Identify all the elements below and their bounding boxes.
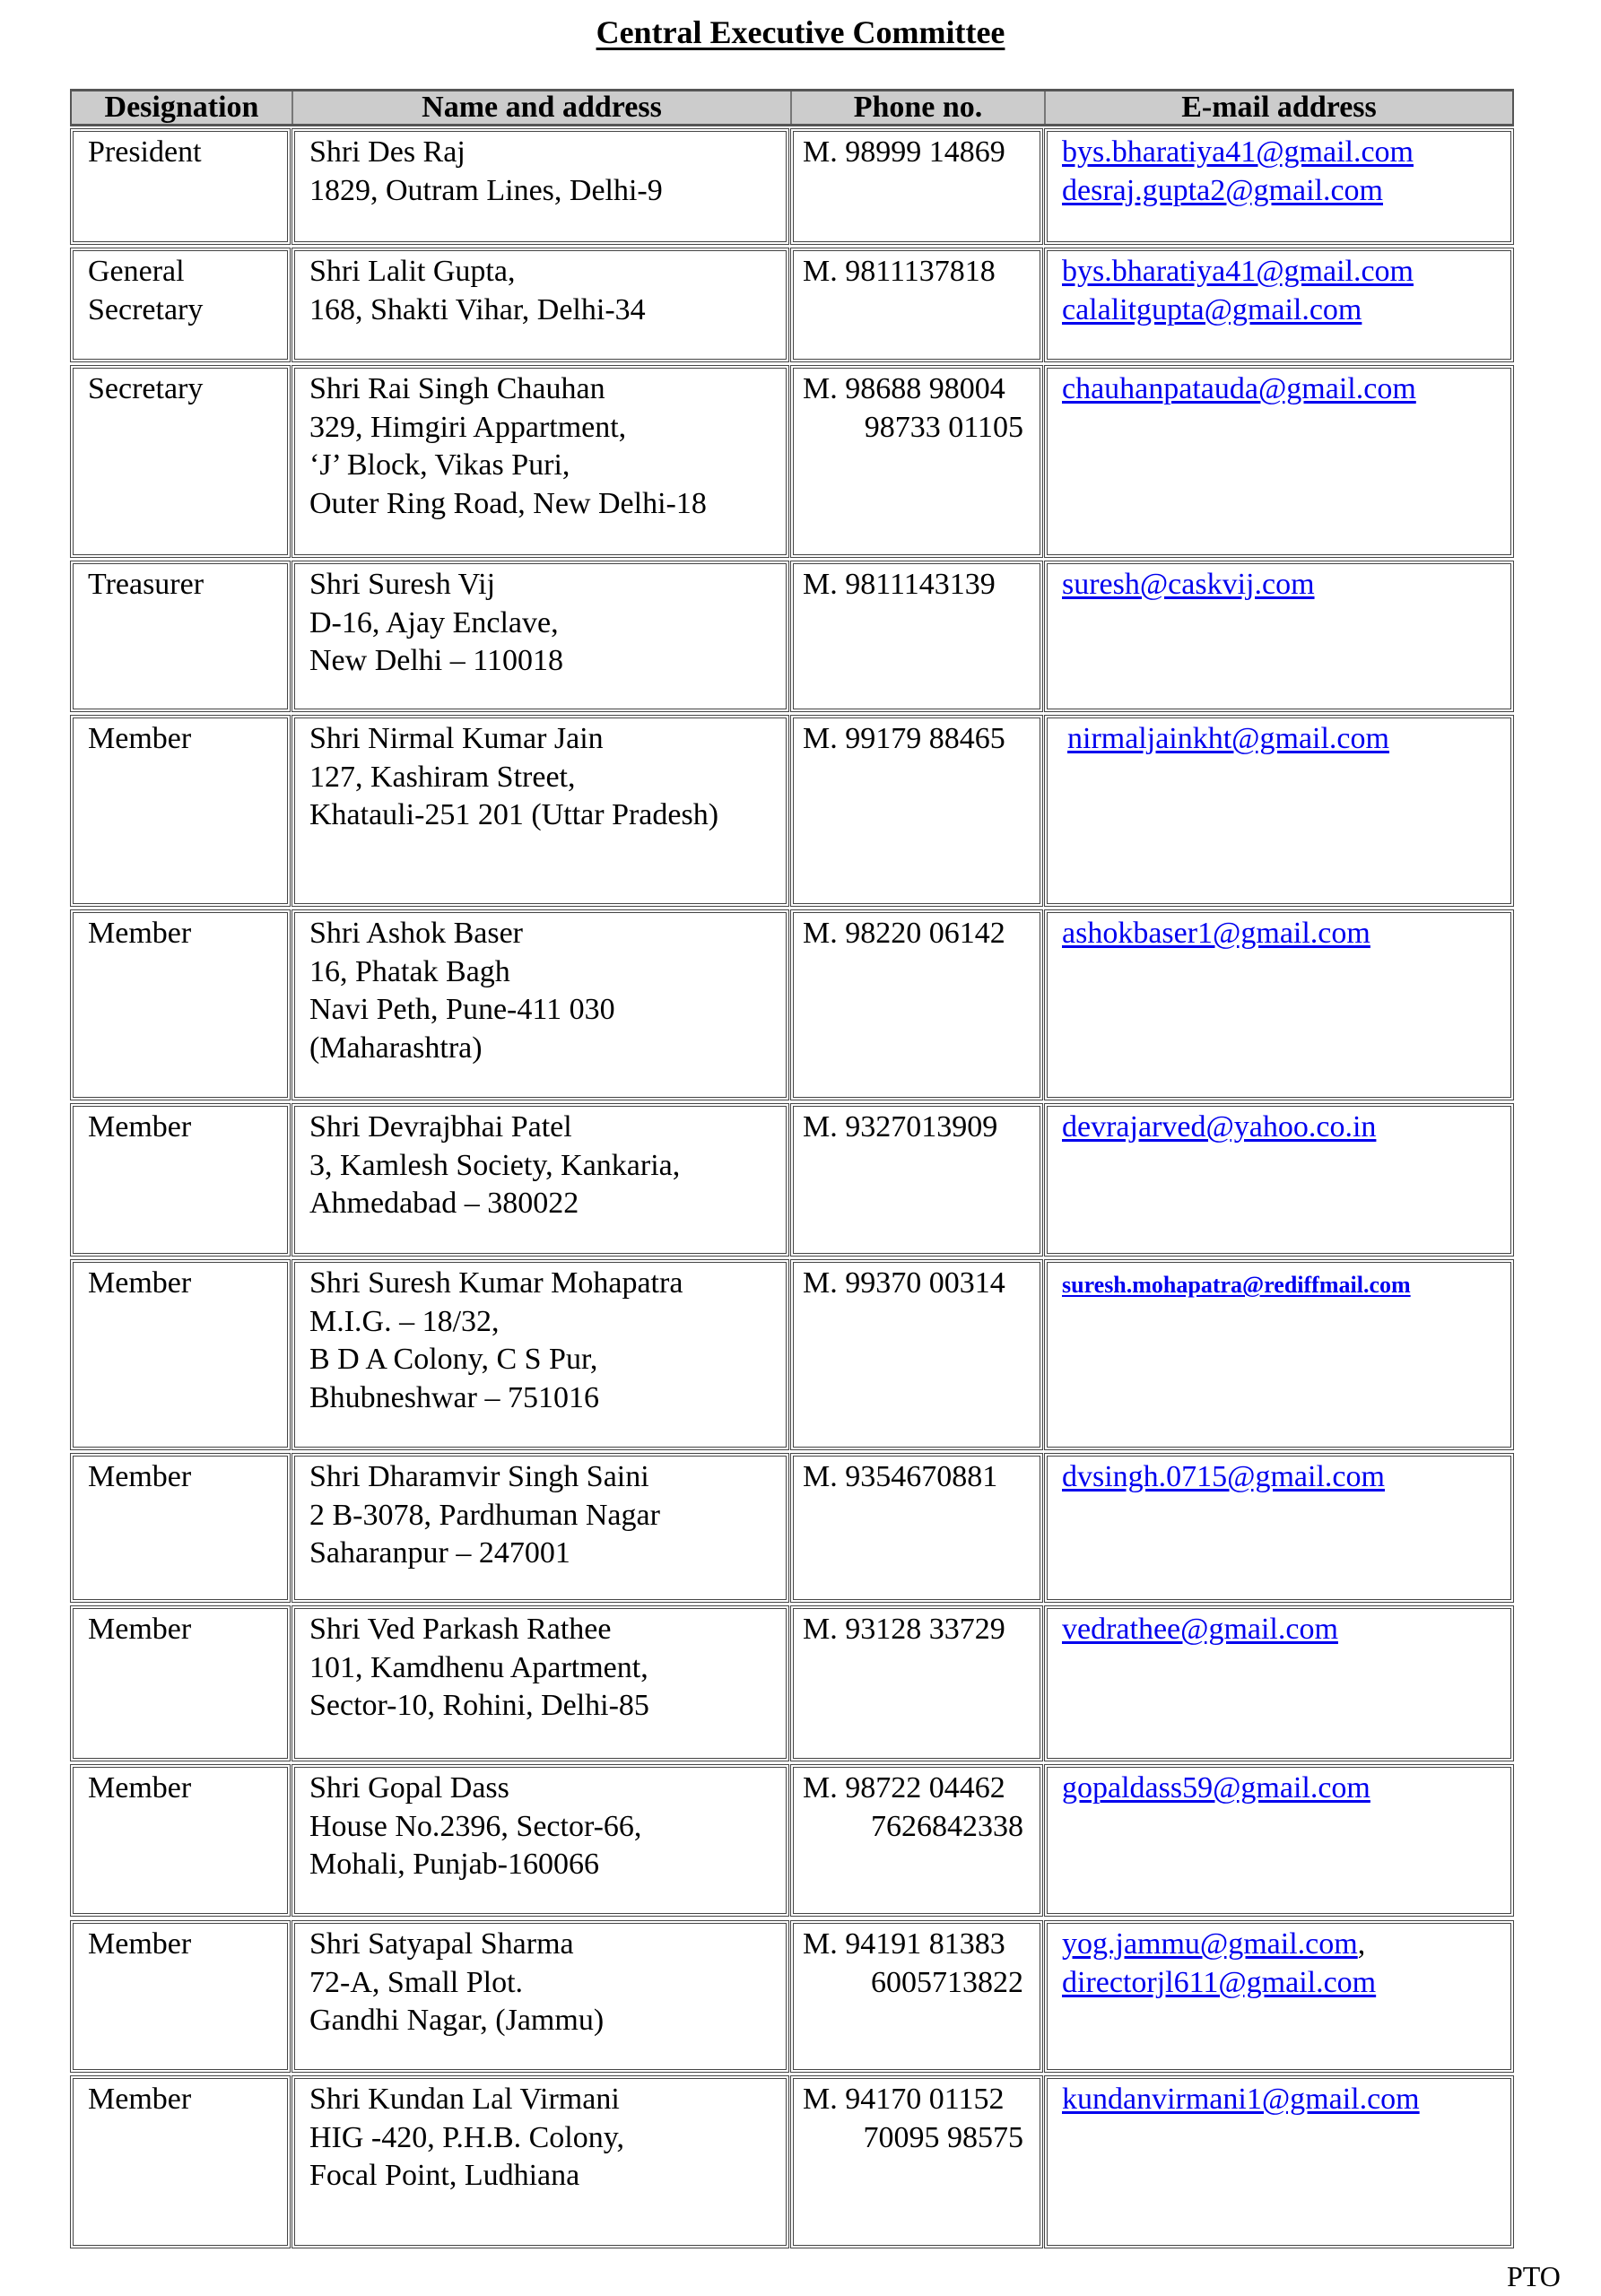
page-title-text: Central Executive Committee <box>596 14 1005 50</box>
table-row <box>70 1764 1514 1917</box>
phone-cell <box>790 1259 1043 1450</box>
phone-number: M. 98722 04462 <box>803 1771 1005 1805</box>
phone-number: 98733 01105 <box>864 410 1023 444</box>
designation-cell <box>70 561 291 712</box>
address-line: 168, Shakti Vihar, Delhi-34 <box>309 292 646 326</box>
designation-cell <box>70 1259 291 1450</box>
phone-cell <box>790 2075 1043 2248</box>
name-address-cell <box>291 365 789 558</box>
address-line: B D A Colony, C S Pur, <box>309 1343 598 1376</box>
email-cell <box>1044 2075 1514 2248</box>
email-line <box>1062 720 1498 759</box>
email-line <box>1062 1265 1498 1305</box>
email-line <box>1062 1964 1498 2003</box>
designation-text: Member <box>88 1110 192 1144</box>
designation-text: Member <box>88 1771 192 1805</box>
table-row <box>70 1259 1514 1450</box>
address-line: 3, Kamlesh Society, Kankaria, <box>309 1148 681 1182</box>
phone-number: M. 9327013909 <box>803 1110 998 1144</box>
email-line <box>1062 291 1498 330</box>
designation-cell <box>70 2075 291 2248</box>
member-name: Shri Ved Parkash Rathee <box>309 1613 612 1646</box>
designation-text: Member <box>88 2083 192 2116</box>
email-link[interactable]: desraj.gupta2@gmail.com <box>1062 173 1383 207</box>
email-line <box>1062 134 1498 172</box>
email-line <box>1062 370 1498 409</box>
member-name: Shri Suresh Kumar Mohapatra <box>309 1266 683 1300</box>
phone-number: M. 94191 81383 <box>803 1927 1005 1961</box>
address-line: (Maharashtra) <box>309 1031 483 1065</box>
address-line: Mohali, Punjab-160066 <box>309 1848 599 1881</box>
pto-label: PTO <box>1507 2260 1561 2292</box>
designation-cell <box>70 909 291 1100</box>
email-link[interactable]: directorjl611@gmail.com <box>1062 1965 1377 1999</box>
name-address-cell <box>291 1764 789 1917</box>
designation-cell <box>70 715 291 907</box>
header-designation: Designation <box>72 91 293 124</box>
table-row <box>70 1920 1514 2073</box>
phone-cell <box>790 715 1043 907</box>
email-link[interactable]: nirmaljainkht@gmail.com <box>1067 722 1389 755</box>
designation-text: General <box>88 255 185 288</box>
table-row <box>70 909 1514 1100</box>
email-link[interactable]: gopaldass59@gmail.com <box>1062 1771 1370 1805</box>
table-row <box>70 561 1514 712</box>
name-address-cell <box>291 2075 789 2248</box>
name-address-cell <box>291 561 789 712</box>
email-line <box>1062 915 1498 953</box>
phone-cell <box>790 1103 1043 1257</box>
table-row <box>70 1453 1514 1603</box>
phone-number: M. 93128 33729 <box>803 1613 1005 1646</box>
member-name: Shri Lalit Gupta, <box>309 255 516 288</box>
designation-cell <box>70 365 291 558</box>
email-line <box>1062 1611 1498 1649</box>
member-name: Shri Gopal Dass <box>309 1771 509 1805</box>
phone-cell <box>790 128 1043 245</box>
designation-text: Treasurer <box>88 568 204 601</box>
address-line: 2 B-3078, Pardhuman Nagar <box>309 1498 660 1532</box>
address-line: Bhubneshwar – 751016 <box>309 1380 599 1414</box>
member-name: Shri Kundan Lal Virmani <box>309 2083 620 2116</box>
address-line: 1829, Outram Lines, Delhi-9 <box>309 173 663 207</box>
address-line: New Delhi – 110018 <box>309 644 563 677</box>
address-line: D-16, Ajay Enclave, <box>309 605 559 639</box>
name-address-cell <box>291 909 789 1100</box>
phone-cell <box>790 561 1043 712</box>
phone-number: M. 98688 98004 <box>803 372 1005 405</box>
page-title <box>0 13 1601 52</box>
member-name: Shri Devrajbhai Patel <box>309 1110 572 1144</box>
email-link[interactable]: bys.bharatiya41@gmail.com <box>1062 135 1414 169</box>
member-name: Shri Ashok Baser <box>309 917 523 950</box>
designation-text: Secretary <box>88 292 204 326</box>
designation-cell <box>70 248 291 362</box>
email-cell <box>1044 1605 1514 1761</box>
phone-number: 70095 98575 <box>863 2120 1023 2154</box>
address-line: Navi Peth, Pune-411 030 <box>309 993 615 1026</box>
member-name: Shri Dharamvir Singh Saini <box>309 1460 649 1493</box>
address-line: House No.2396, Sector-66, <box>309 1809 642 1843</box>
email-link[interactable]: yog.jammu@gmail.com <box>1062 1927 1358 1961</box>
name-address-cell <box>291 248 789 362</box>
email-link[interactable]: suresh.mohapatra@rediffmail.com <box>1062 1272 1411 1298</box>
designation-cell <box>70 1453 291 1603</box>
phone-cell <box>790 1605 1043 1761</box>
email-link[interactable]: bys.bharatiya41@gmail.com <box>1062 255 1414 288</box>
table-row <box>70 2075 1514 2248</box>
designation-text: Member <box>88 1613 192 1646</box>
address-line: Khatauli-251 201 (Uttar Pradesh) <box>309 798 719 831</box>
email-cell <box>1044 128 1514 245</box>
email-link[interactable]: devrajarved@yahoo.co.in <box>1062 1110 1377 1144</box>
designation-cell <box>70 1605 291 1761</box>
email-link[interactable]: suresh@caskvij.com <box>1062 568 1315 601</box>
address-line: Outer Ring Road, New Delhi-18 <box>309 486 707 520</box>
phone-number: M. 9354670881 <box>803 1460 998 1493</box>
email-cell <box>1044 248 1514 362</box>
email-cell <box>1044 1259 1514 1450</box>
table-row <box>70 715 1514 907</box>
email-line <box>1062 172 1498 211</box>
designation-text: Member <box>88 1927 192 1961</box>
address-line: Saharanpur – 247001 <box>309 1536 570 1570</box>
address-line: Gandhi Nagar, (Jammu) <box>309 2004 605 2037</box>
address-line: M.I.G. – 18/32, <box>309 1304 500 1338</box>
address-line: 72-A, Small Plot. <box>309 1965 524 1999</box>
email-line <box>1062 1458 1498 1497</box>
email-cell <box>1044 1103 1514 1257</box>
designation-cell <box>70 1920 291 2073</box>
name-address-cell <box>291 715 789 907</box>
phone-cell <box>790 365 1043 558</box>
address-line: Sector-10, Rohini, Delhi-85 <box>309 1689 649 1722</box>
member-name: Shri Suresh Vij <box>309 568 496 601</box>
email-link[interactable]: dvsingh.0715@gmail.com <box>1062 1460 1385 1493</box>
email-line <box>1062 253 1498 291</box>
email-cell <box>1044 909 1514 1100</box>
designation-text: Member <box>88 917 192 950</box>
email-line <box>1062 2081 1498 2119</box>
email-line <box>1062 1770 1498 1808</box>
member-name: Shri Des Raj <box>309 135 466 169</box>
phone-number: M. 99179 88465 <box>803 722 1005 755</box>
phone-cell <box>790 1453 1043 1603</box>
designation-text: Secretary <box>88 372 204 405</box>
phone-number: 6005713822 <box>871 1965 1023 1999</box>
email-cell <box>1044 1453 1514 1603</box>
phone-number: M. 9811137818 <box>803 255 996 288</box>
phone-cell <box>790 248 1043 362</box>
address-line: 127, Kashiram Street, <box>309 760 576 794</box>
email-cell <box>1044 1920 1514 2073</box>
designation-text: Member <box>88 1266 192 1300</box>
member-name: Shri Satyapal Sharma <box>309 1927 574 1961</box>
designation-cell <box>70 128 291 245</box>
address-line: 101, Kamdhenu Apartment, <box>309 1650 648 1684</box>
table-row <box>70 1605 1514 1761</box>
phone-cell <box>790 1920 1043 2073</box>
address-line: ‘J’ Block, Vikas Puri, <box>309 448 570 482</box>
designation-text: President <box>88 135 202 169</box>
table-header <box>70 89 1514 126</box>
address-line: Ahmedabad – 380022 <box>309 1187 579 1220</box>
phone-number: M. 99370 00314 <box>803 1266 1005 1300</box>
phone-number: M. 9811143139 <box>803 568 996 601</box>
phone-number: M. 94170 01152 <box>803 2083 1005 2116</box>
name-address-cell <box>291 128 789 245</box>
name-address-cell <box>291 1920 789 2073</box>
email-cell <box>1044 561 1514 712</box>
name-address-cell <box>291 1103 789 1257</box>
email-link[interactable]: calalitgupta@gmail.com <box>1062 292 1362 326</box>
designation-text: Member <box>88 1460 192 1493</box>
address-line: Focal Point, Ludhiana <box>309 2159 580 2192</box>
email-line <box>1062 1926 1498 1964</box>
email-line <box>1062 566 1498 604</box>
email-cell <box>1044 715 1514 907</box>
header-phone: Phone no. <box>792 91 1046 124</box>
table-row <box>70 248 1514 362</box>
phone-cell <box>790 909 1043 1100</box>
designation-cell <box>70 1764 291 1917</box>
name-address-cell <box>291 1605 789 1761</box>
email-link[interactable]: kundanvirmani1@gmail.com <box>1062 2083 1420 2116</box>
email-link[interactable]: chauhanpatauda@gmail.com <box>1062 372 1416 405</box>
member-name: Shri Rai Singh Chauhan <box>309 372 605 405</box>
email-cell <box>1044 365 1514 558</box>
address-line: 16, Phatak Bagh <box>309 954 510 988</box>
email-line <box>1062 1109 1498 1147</box>
name-address-cell <box>291 1453 789 1603</box>
designation-text: Member <box>88 722 192 755</box>
table-row <box>70 1103 1514 1257</box>
address-line: HIG -420, P.H.B. Colony, <box>309 2120 625 2154</box>
table-row <box>70 128 1514 245</box>
phone-number: M. 98999 14869 <box>803 135 1005 169</box>
email-link[interactable]: vedrathee@gmail.com <box>1062 1613 1338 1646</box>
header-email: E-mail address <box>1181 91 1377 124</box>
phone-cell <box>790 1764 1043 1917</box>
address-line: 329, Himgiri Appartment, <box>309 410 627 444</box>
phone-number: M. 98220 06142 <box>803 917 1005 950</box>
member-name: Shri Nirmal Kumar Jain <box>309 722 604 755</box>
phone-number: 7626842338 <box>871 1809 1023 1843</box>
table-row <box>70 365 1514 558</box>
header-name-address: Name and address <box>293 91 792 124</box>
email-link[interactable]: ashokbaser1@gmail.com <box>1062 917 1370 950</box>
name-address-cell <box>291 1259 789 1450</box>
email-separator: , <box>1357 1927 1366 1961</box>
email-cell <box>1044 1764 1514 1917</box>
designation-cell <box>70 1103 291 1257</box>
